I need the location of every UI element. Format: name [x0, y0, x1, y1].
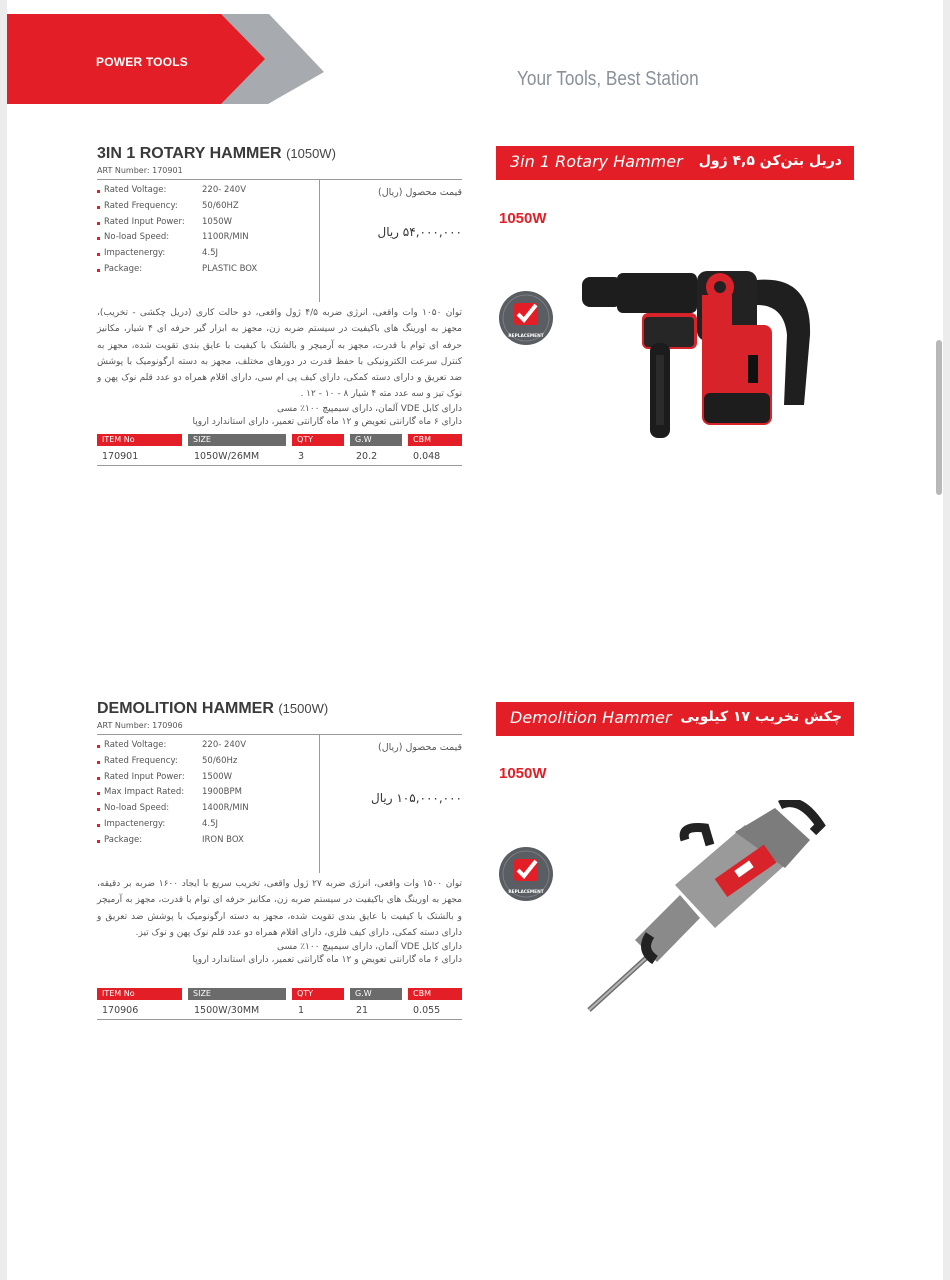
spec-table	[97, 988, 462, 1023]
spec-row: Package: IRON BOX	[97, 834, 317, 850]
table-cell: 1500W/30MM	[194, 1005, 260, 1016]
product-description: توان ۱۰۵۰ وات واقعی، انرژی ضربه ۴/۵ ژول واقعی، دو حالت کاری (دریل چکشی - تخریب)، مجهز به اورینگ های باکیفیت در سیستم ضربه زن، مجهز به ابزار گیر حرفه ای ۴ شیار، مکانیز حرفه ای توام با قدرت، مجهز به آرمیچر و بالشتک با کیفیت با عایق بندی تقویت شده، مجهز به کنترل سرعت الکترونیکی با حفظ قدرت در دورهای مختلف، مجهز به دسته ارگونومیک با پوشش ضد تعریق و دارای دسته کمکی، دارای کیف پی ام سی، دارای اقلام همراه دو عدد قلم نوک پهن و نوک تیز و سه عدد مته ۴ شیار ۸ - ۱۰ - ۱۲ . دارای کابل VDE آلمان، دارای سیمپیچ ۱۰۰٪ مسی دارای ۶ ماه گارانتی تعویض و ۱۲ ماه گارانتی تعمیر، دارای استاندارد اروپا	[97, 308, 463, 427]
spec-row: Rated Frequency: 50/60HZ	[97, 200, 317, 216]
section-label: POWER TOOLS	[96, 55, 188, 69]
price-label: قیمت محصول (ریال)	[378, 187, 462, 198]
price-value: ۱۰۵,۰۰۰,۰۰۰ ریال	[371, 791, 462, 805]
table-cell: 0.055	[413, 1005, 441, 1016]
spec-row: Impactenergy: 4.5J	[97, 818, 317, 834]
table-header: CBM	[408, 988, 462, 1000]
spec-row: Impactenergy: 4.5J	[97, 247, 317, 263]
art-number: ART Number: 170906	[97, 721, 183, 730]
price-value: ۵۴,۰۰۰,۰۰۰ ریال	[377, 225, 462, 239]
wattage-label: 1050W	[499, 765, 547, 782]
product-name-en: 3in 1 Rotary Hammer	[510, 152, 683, 171]
svg-text:REPLACEMENT: REPLACEMENT	[508, 890, 544, 895]
rotary-hammer-image	[572, 265, 822, 445]
table-cell: 170901	[102, 451, 139, 462]
table-header: ITEM No	[97, 988, 182, 1000]
spec-row: No-load Speed: 1100R/MIN	[97, 231, 317, 247]
spec-table	[97, 434, 462, 469]
tagline: Your Tools, Best Station	[517, 68, 699, 90]
svg-text:REPLACEMENT: REPLACEMENT	[508, 334, 544, 339]
table-cell: 1	[298, 1005, 305, 1016]
product-name-banner	[496, 702, 854, 736]
product-title: DEMOLITION HAMMER (1500W)	[97, 700, 329, 717]
table-cell: 170906	[102, 1005, 139, 1016]
table-header: CBM	[408, 434, 462, 446]
table-cell: 20.2	[356, 451, 378, 462]
product-name-fa: دریل بتن‌کن ۴,۵ ژول	[698, 153, 842, 169]
price-label: قیمت محصول (ریال)	[378, 742, 462, 753]
spec-row: Rated Input Power: 1050W	[97, 216, 317, 232]
table-cell: 0.048	[413, 451, 441, 462]
product-name-fa: چکش تخریب ۱۷ کیلویی	[680, 709, 842, 725]
product-name-banner	[496, 146, 854, 180]
product-section-rotary-hammer	[0, 145, 950, 705]
table-header: G.W	[350, 988, 402, 1000]
demolition-hammer-image	[585, 800, 830, 1015]
product-description: توان ۱۵۰۰ وات واقعی، انرژی ضربه ۲۷ ژول واقعی، تخریب سریع با ایجاد ۱۶۰۰ ضربه بر دقیقه، مجهز به اورینگ های باکیفیت در سیستم ضربه زن، مکانیز حرفه ای توام با قدرت، مجهز به آرمیچر و بالشتک با کیفیت با عایق بندی تقویت شده، مجهز به دسته ارگونومیک با پوشش ضد تعریق و دارای دسته کمکی، دارای کیف فلزی، دارای اقلام همراه دو عدد قلم نوک پهن و نوک تیز. دارای کابل VDE آلمان، دارای سیمپیچ ۱۰۰٪ مسی دارای ۶ ماه گارانتی تعویض و ۱۲ ماه گارانتی تعمیر، دارای استاندارد اروپا	[97, 879, 462, 966]
replacement-badge-icon	[498, 846, 554, 902]
table-header: ITEM No	[97, 434, 182, 446]
replacement-badge-icon	[498, 290, 554, 346]
table-cell: 1050W/26MM	[194, 451, 260, 462]
product-title: 3IN 1 ROTARY HAMMER (1050W)	[97, 145, 336, 162]
spec-row: Rated Input Power: 1500W	[97, 771, 317, 787]
spec-row: Rated Frequency: 50/60Hz	[97, 755, 317, 771]
spec-row: Rated Voltage: 220- 240V	[97, 184, 317, 200]
table-header: G.W	[350, 434, 402, 446]
table-cell: 3	[298, 451, 305, 462]
spec-row: Package: PLASTIC BOX	[97, 263, 317, 279]
product-name-en: Demolition Hammer	[510, 708, 672, 727]
divider	[97, 734, 462, 735]
divider	[97, 179, 462, 180]
art-number: ART Number: 170901	[97, 166, 183, 175]
spec-list	[97, 184, 317, 279]
table-header: SIZE	[188, 434, 286, 446]
wattage-label: 1050W	[499, 210, 547, 227]
product-section-demolition-hammer	[0, 700, 950, 1260]
table-header: QTY	[292, 988, 344, 1000]
spec-row: Max Impact Rated: 1900BPM	[97, 786, 317, 802]
table-cell: 21	[356, 1005, 369, 1016]
spec-row: Rated Voltage: 220- 240V	[97, 739, 317, 755]
divider-vertical	[319, 180, 320, 302]
spec-row: No-load Speed: 1400R/MIN	[97, 802, 317, 818]
table-header: SIZE	[188, 988, 286, 1000]
spec-list	[97, 739, 317, 850]
table-header: QTY	[292, 434, 344, 446]
